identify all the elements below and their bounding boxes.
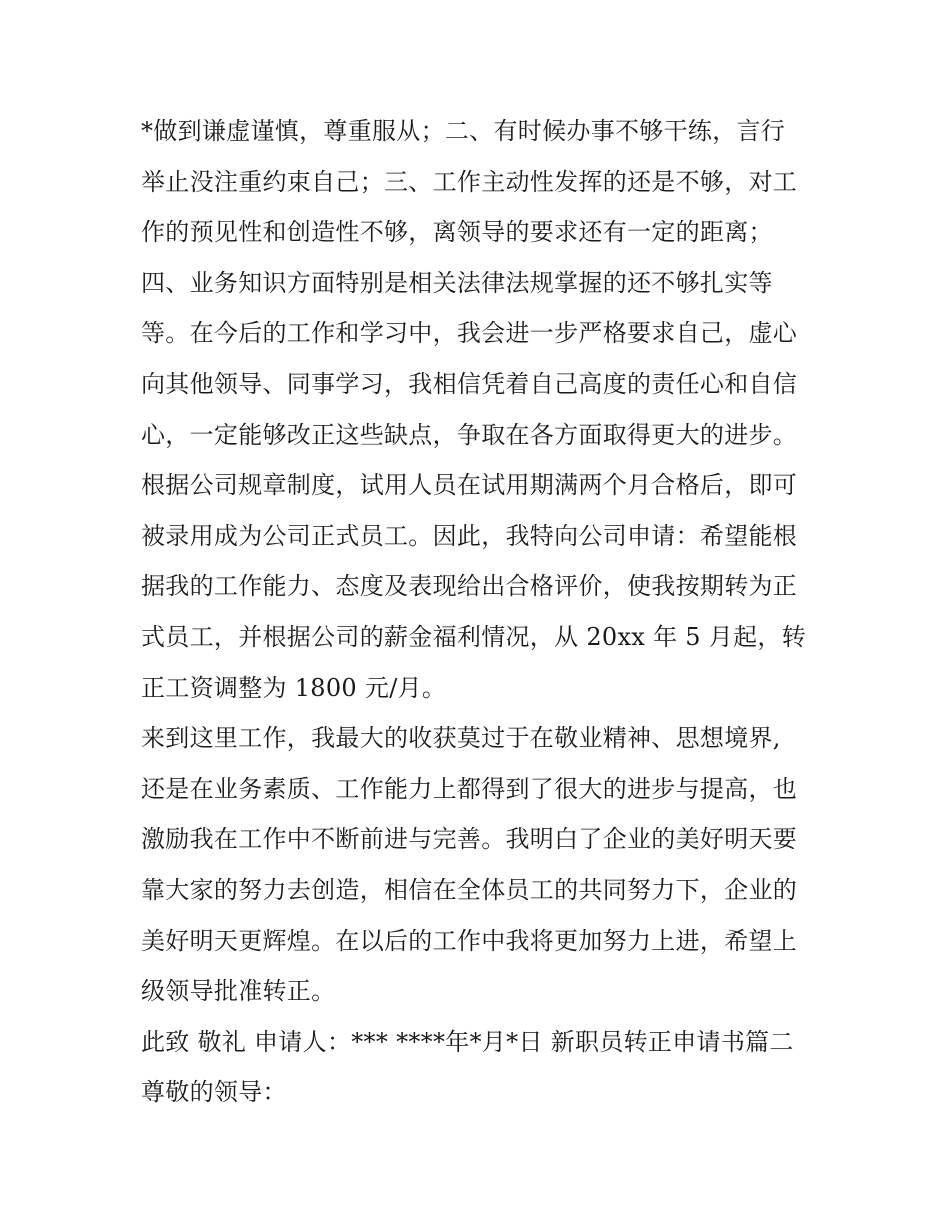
text-line: 作的预见性和创造性不够，离领导的要求还有一定的距离； bbox=[141, 218, 773, 247]
text-line: 正工资调整为 1800 元/月。 bbox=[141, 673, 447, 702]
closing-line: 此致 敬礼 申请人：*** ****年*月*日 新职员转正申请书篇二 bbox=[141, 1027, 794, 1056]
text-line: 根据公司规章制度，试用人员在试用期满两个月合格后，即可 bbox=[141, 471, 798, 500]
text-line: 还是在业务素质、工作能力上都得到了很大的进步与提高，也 bbox=[141, 774, 798, 803]
body-text bbox=[141, 106, 821, 1118]
text-line: 被录用成为公司正式员工。因此，我特向公司申请：希望能根 bbox=[141, 521, 798, 550]
text-line: *做到谦虚谨慎，尊重服从；二、有时候办事不够干练，言行 bbox=[141, 117, 786, 145]
text-line: 等。在今后的工作和学习中，我会进一步严格要求自己，虚心 bbox=[141, 319, 798, 348]
text-line: 激励我在工作中不断前进与完善。我明白了企业的美好明天要 bbox=[141, 825, 798, 854]
text-line: 美好明天更辉煌。在以后的工作中我将更加努力上进，希望上 bbox=[141, 926, 798, 955]
text-line: 向其他领导、同事学习，我相信凭着自己高度的责任心和自信 bbox=[141, 369, 798, 398]
text-line: 级领导批准转正。 bbox=[141, 977, 336, 1006]
salutation-line: 尊敬的领导： bbox=[141, 1078, 287, 1107]
text-line: 靠大家的努力去创造，相信在全体员工的共同努力下，企业的 bbox=[141, 875, 798, 904]
text-line: 据我的工作能力、态度及表现给出合格评价，使我按期转为正 bbox=[141, 572, 798, 601]
text-line: 心，一定能够改正这些缺点，争取在各方面取得更大的进步。 bbox=[141, 420, 798, 449]
text-line: 式员工，并根据公司的薪金福利情况，从 20xx 年 5 月起，转 bbox=[141, 622, 806, 651]
text-line: 四、业务知识方面特别是相关法律法规掌握的还不够扎实等 bbox=[141, 268, 773, 297]
text-line: 举止没注重约束自己；三、工作主动性发挥的还是不够，对工 bbox=[141, 167, 798, 196]
text-line: 来到这里工作，我最大的收获莫过于在敬业精神、思想境界, bbox=[141, 724, 781, 753]
